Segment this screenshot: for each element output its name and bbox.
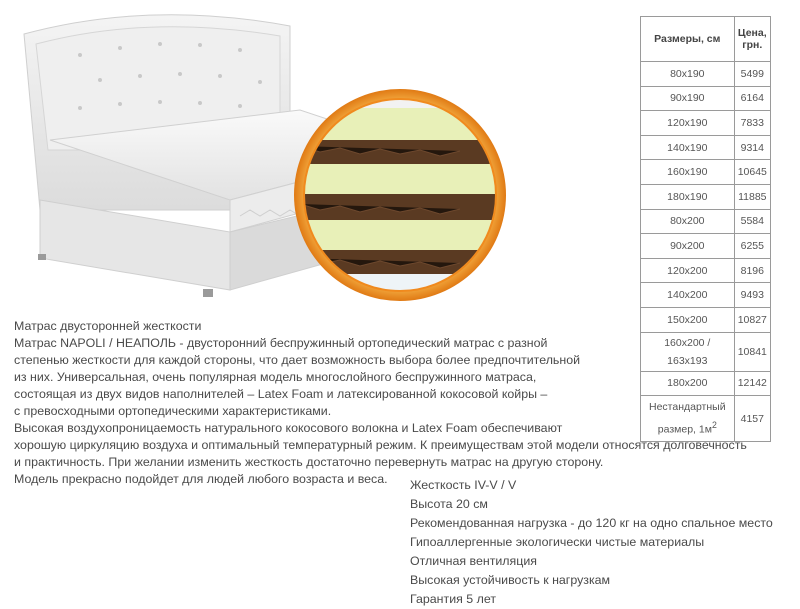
size-cell: 120x190 bbox=[641, 111, 735, 136]
price-header-line2: грн. bbox=[742, 39, 763, 51]
description-line: Высокая воздухопроницаемость натурального кокосового волокна и Latex Foam обеспечивают bbox=[14, 421, 563, 435]
size-line1: Нестандартный bbox=[648, 401, 726, 414]
price-table-header bbox=[641, 17, 771, 62]
feature-item: Гипоаллергенные экологически чистые материалы bbox=[410, 535, 705, 549]
price-header-line1: Цена, bbox=[737, 27, 767, 39]
product-image bbox=[0, 0, 610, 315]
description-line: и практичность. При желании изменить жесткость достаточно перевернуть матрас на другую сторону. bbox=[14, 455, 604, 469]
description-line: Модель прекрасно подойдет для людей любого возраста и веса. bbox=[14, 472, 388, 486]
price-cell: 6255 bbox=[734, 234, 770, 259]
price-column-header bbox=[734, 17, 770, 62]
price-cell: 6164 bbox=[734, 86, 770, 111]
description-line: Матрас двусторонней жесткости bbox=[14, 319, 202, 333]
description-line: с превосходными ортопедическими характеристиками. bbox=[14, 404, 332, 418]
price-cell: 10841 bbox=[734, 332, 770, 371]
feature-item: Отличная вентиляция bbox=[410, 554, 537, 568]
size-cell: 150x200 bbox=[641, 307, 735, 332]
table-row bbox=[641, 62, 771, 87]
size-superscript: 2 bbox=[711, 420, 717, 431]
table-row bbox=[641, 258, 771, 283]
size-cell: 160x190 bbox=[641, 160, 735, 185]
size-cell: 120x200 bbox=[641, 258, 735, 283]
price-cell: 9314 bbox=[734, 135, 770, 160]
feature-item: Жесткость IV-V / V bbox=[410, 478, 517, 492]
features-list bbox=[410, 476, 773, 609]
size-cell: 140x200 bbox=[641, 283, 735, 308]
table-row bbox=[641, 135, 771, 160]
size-column-header: Размеры, см bbox=[641, 17, 735, 62]
feature-item: Высокая устойчивость к нагрузкам bbox=[410, 573, 611, 587]
feature-item: Высота 20 см bbox=[410, 497, 488, 511]
price-cell: 5584 bbox=[734, 209, 770, 234]
size-cell: 180x190 bbox=[641, 184, 735, 209]
table-row bbox=[641, 111, 771, 136]
description-line: состоящая из двух видов наполнителей – Latex Foam и латексированной кокосовой койры – bbox=[14, 387, 548, 401]
size-cell: 90x190 bbox=[641, 86, 735, 111]
price-cell: 12142 bbox=[734, 371, 770, 396]
size-cell: 80x200 bbox=[641, 209, 735, 234]
price-cell: 10645 bbox=[734, 160, 770, 185]
table-row bbox=[641, 283, 771, 308]
feature-item: Гарантия 5 лет bbox=[410, 592, 496, 606]
feature-item: Рекомендованная нагрузка - до 120 кг на одно спальное место bbox=[410, 516, 773, 530]
size-cell: 140x190 bbox=[641, 135, 735, 160]
description-line: Матрас NAPOLI / НЕАПОЛЬ - двусторонний беспружинный ортопедический матрас с разной bbox=[14, 336, 548, 350]
description-line: хорошую циркуляцию воздуха и оптимальный температурный режим. К преимуществам этой модели относятся долговечность bbox=[14, 438, 747, 452]
size-line2: 163x193 bbox=[667, 354, 708, 367]
description-line: из них. Универсальная, очень популярная модель многослойного беспружинного матраса, bbox=[14, 370, 537, 384]
price-cell: 7833 bbox=[734, 111, 770, 136]
price-cell: 4157 bbox=[734, 396, 770, 442]
table-row bbox=[641, 209, 771, 234]
price-cell: 10827 bbox=[734, 307, 770, 332]
table-row bbox=[641, 160, 771, 185]
size-cell: 80x190 bbox=[641, 62, 735, 87]
size-cell: 180x200 bbox=[641, 371, 735, 396]
price-cell: 11885 bbox=[734, 184, 770, 209]
size-line2: размер, 1м bbox=[657, 423, 712, 436]
table-row bbox=[641, 86, 771, 111]
description-line: степенью жесткости для каждой стороны, что дает возможность выбора более предпочтительной bbox=[14, 353, 581, 367]
size-line1: 160x200 / bbox=[664, 336, 711, 349]
table-row bbox=[641, 184, 771, 209]
price-cell: 9493 bbox=[734, 283, 770, 308]
size-cell: 90x200 bbox=[641, 234, 735, 259]
table-row bbox=[641, 234, 771, 259]
product-description bbox=[14, 318, 794, 488]
price-cell: 5499 bbox=[734, 62, 770, 87]
price-cell: 8196 bbox=[734, 258, 770, 283]
